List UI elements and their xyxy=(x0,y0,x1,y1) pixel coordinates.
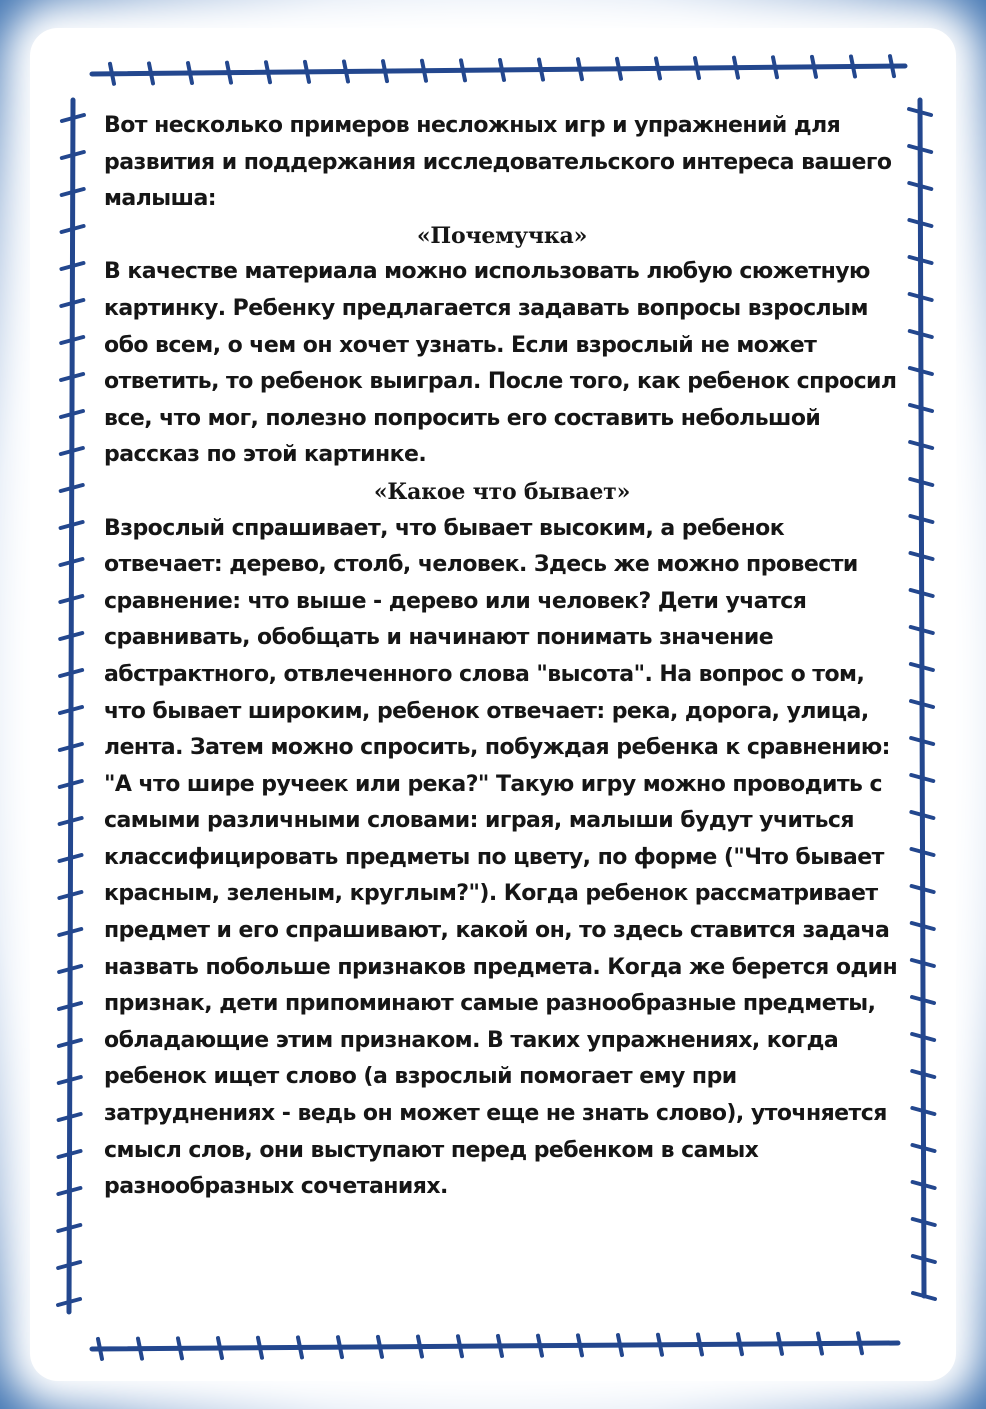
frame-tick xyxy=(738,1334,742,1354)
frame-tick xyxy=(778,1334,782,1354)
frame-tick xyxy=(258,1338,262,1358)
frame-right-edge xyxy=(920,100,924,1296)
frame-tick xyxy=(498,1336,502,1356)
frame-tick xyxy=(98,1339,102,1359)
frame-tick xyxy=(418,1337,422,1357)
frame-tick xyxy=(698,1334,702,1354)
article-body xyxy=(104,108,900,1206)
frame-tick xyxy=(539,60,543,80)
frame-tick xyxy=(578,59,582,79)
frame-tick xyxy=(461,60,465,80)
frame-bottom-edge xyxy=(92,1343,898,1349)
frame-tick xyxy=(383,61,387,81)
frame-tick xyxy=(149,63,153,83)
frame-tick xyxy=(266,62,270,82)
frame-tick xyxy=(227,63,231,83)
frame-tick xyxy=(890,56,894,76)
game-text-pochemuchka: В качестве материала можно использовать любую сюжетную картинку. Ребенку предлагается задавать вопросы взрослым обо всем, о чем он хочет узнать. Если взрослый не может ответить, то ребенок выиграл. После того, как ребенок спросил все, что мог, полезно попросить его составить небольшой рассказ по этой картинке. xyxy=(104,259,897,468)
frame-tick xyxy=(138,1339,142,1359)
frame-tick xyxy=(338,1337,342,1357)
frame-tick xyxy=(110,64,114,84)
frame-tick xyxy=(656,58,660,78)
frame-tick xyxy=(188,63,192,83)
frame-tick xyxy=(617,59,621,79)
frame-tick xyxy=(618,1335,622,1355)
frame-tick xyxy=(773,57,777,77)
frame-top-edge xyxy=(92,66,905,74)
frame-tick xyxy=(818,1334,822,1354)
frame-tick xyxy=(858,1333,862,1353)
frame-tick xyxy=(422,61,426,81)
frame-tick xyxy=(378,1337,382,1357)
game-title-pochemuchka: «Почемучка» xyxy=(416,222,588,249)
frame-tick xyxy=(734,58,738,78)
frame-tick xyxy=(812,57,816,77)
frame-tick xyxy=(218,1338,222,1358)
frame-tick xyxy=(578,1335,582,1355)
frame-tick xyxy=(305,62,309,82)
frame-tick xyxy=(344,62,348,82)
frame-tick xyxy=(298,1337,302,1357)
intro-paragraph: Вот несколько примеров несложных игр и упражнений для развития и поддержания исследовательского интереса вашего малыша: xyxy=(104,113,892,212)
frame-tick xyxy=(851,57,855,77)
game-title-kakoe-chto-byvaet: «Какое что бывает» xyxy=(373,478,631,505)
frame-tick xyxy=(658,1335,662,1355)
frame-tick xyxy=(500,60,504,80)
game-text-kakoe-chto-byvaet: Взрослый спрашивает, что бывает высоким, а ребенок отвечает: дерево, столб, человек. Здесь же можно провести сравнение: что выше - дерево или человек? Дети учатся сравнивать, обобщать и начинают понимать значение абстрактного, отвлеченного слова "высота". На вопрос о том, что бывает широким, ребенок отвечает: река, дорога, улица, лента. Затем можно спросить, побуждая ребенка к сравнению: "А что шире ручеек или река?" Такую игру можно проводить с самыми различными словами: играя, малыши будут учиться классифицировать предметы по цвету, по форме ("Что бывает красным, зеленым, круглым?"). Когда ребенок рассматривает предмет и его спрашивают, какой он, то здесь ставится задача назвать побольше признаков предмета. Когда же берется один признак, дети припоминают самые разнообразные предметы, обладающие этим признаком. В таких упражнениях, когда ребенок ищет слово (а взрослый помогает ему при затруднениях - ведь он может еще не знать слово), уточняется смысл слов, они выступают перед ребенком в самых разнообразных сочетаниях. xyxy=(104,515,898,1200)
frame-tick xyxy=(695,58,699,78)
frame-tick xyxy=(538,1336,542,1356)
frame-tick xyxy=(178,1338,182,1358)
frame-left-edge xyxy=(69,100,73,1312)
frame-tick xyxy=(458,1336,462,1356)
